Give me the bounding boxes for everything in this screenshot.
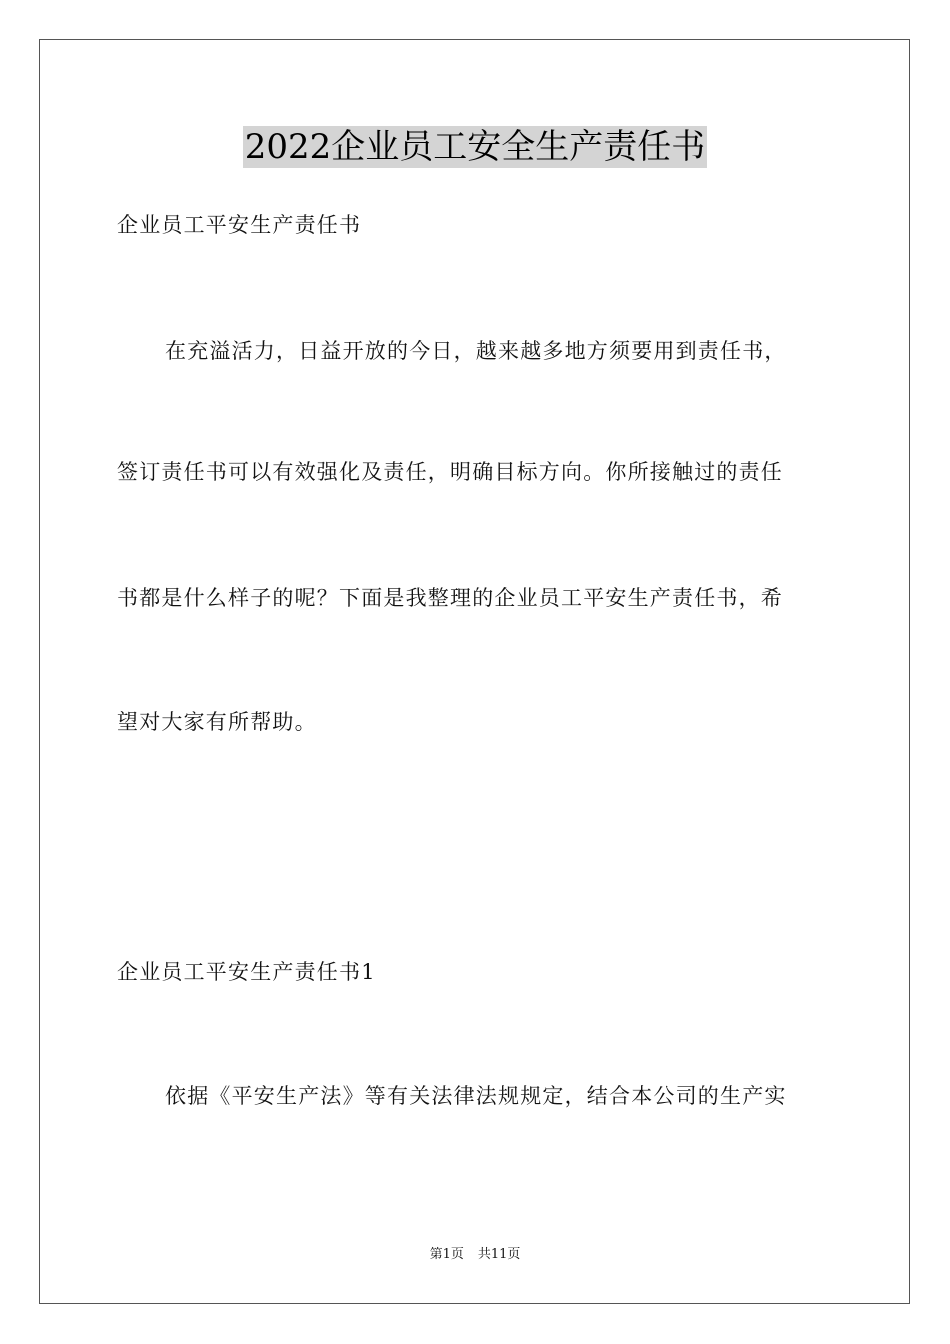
- section-heading: 企业员工平安生产责任书1: [117, 960, 376, 984]
- section-line-1: 依据《平安生产法》等有关法律法规规定，结合本公司的生产实: [165, 1084, 787, 1108]
- document-title: 2022企业员工安全生产责任书: [244, 127, 706, 167]
- intro-line-1: 在充溢活力，日益开放的今日，越来越多地方须要用到责任书，: [165, 339, 787, 363]
- title-container: [0, 126, 950, 168]
- intro-line-2: 签订责任书可以有效强化及责任，明确目标方向。你所接触过的责任: [117, 460, 783, 484]
- intro-line-3: 书都是什么样子的呢？下面是我整理的企业员工平安生产责任书，希: [117, 586, 783, 610]
- page-footer: [0, 1246, 950, 1264]
- document-subtitle: 企业员工平安生产责任书: [117, 213, 362, 237]
- intro-line-4: 望对大家有所帮助。: [117, 710, 317, 734]
- page-number-total: 共11页: [477, 1247, 521, 1262]
- page-number-current: 第1页: [429, 1247, 464, 1262]
